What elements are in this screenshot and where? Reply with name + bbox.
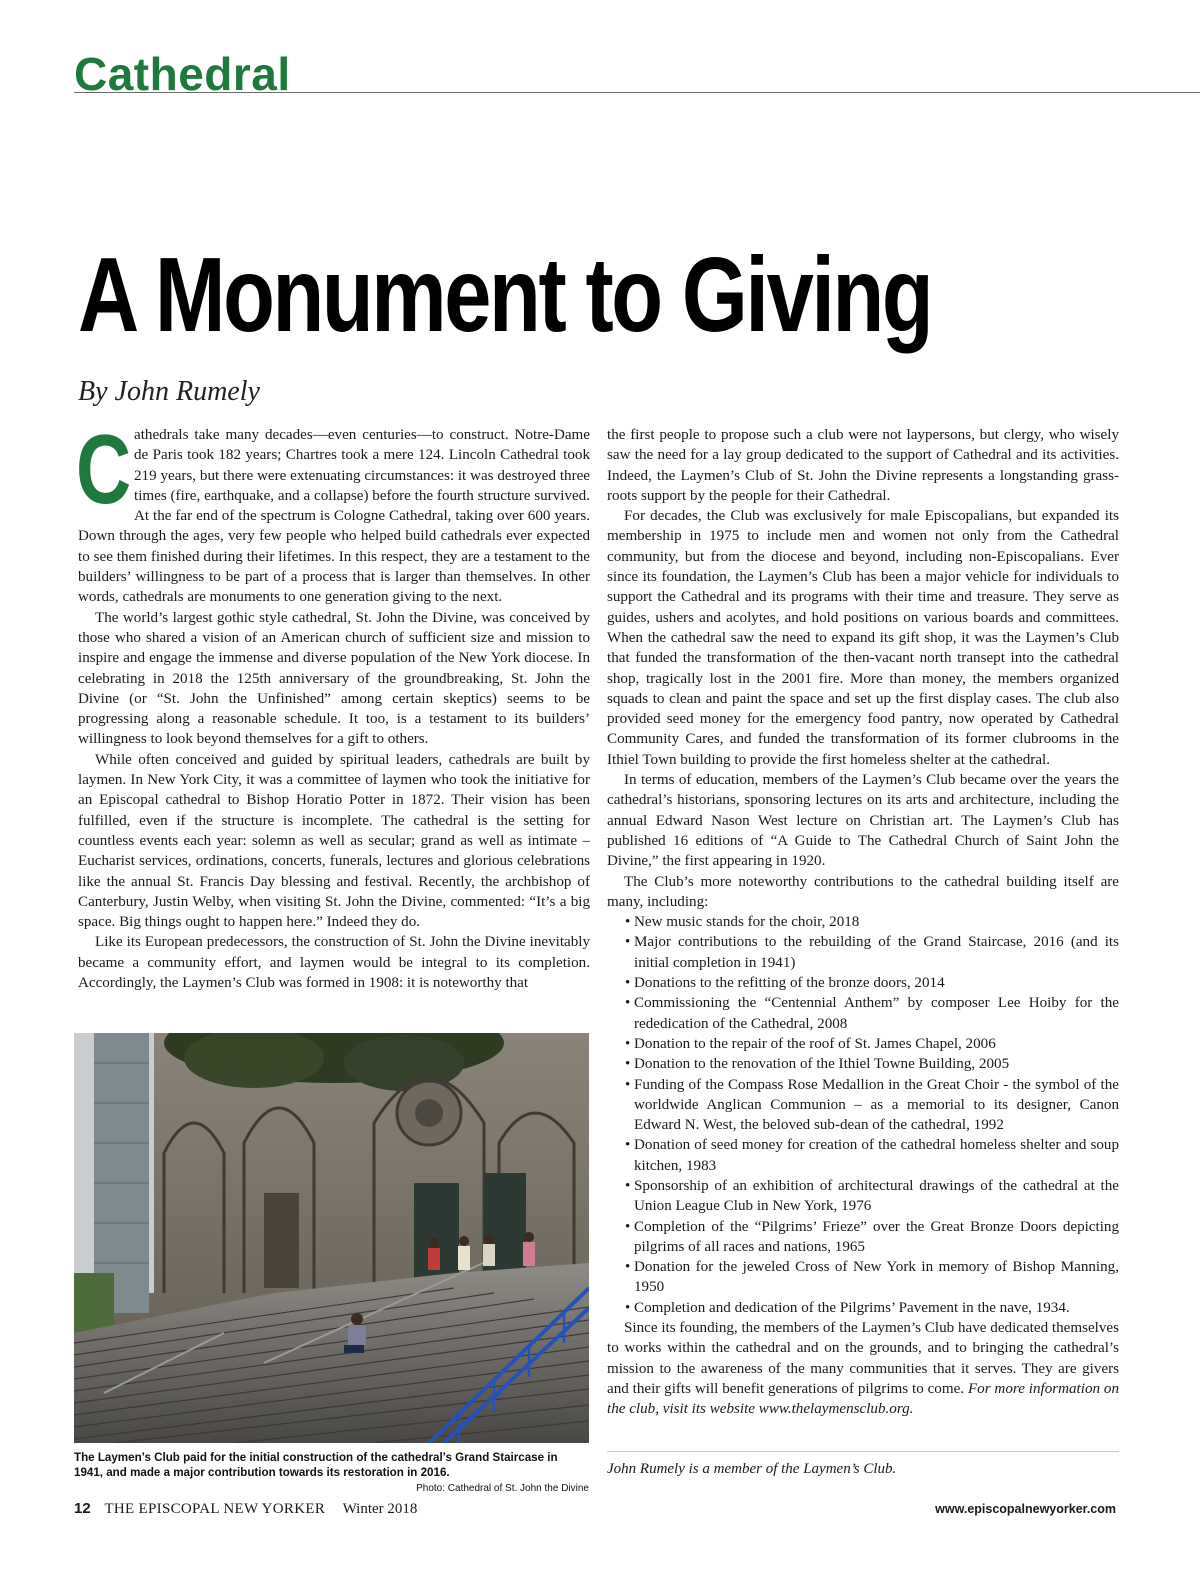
list-item: • Commissioning the “Centennial Anthem” by composer Lee Hoiby for the rededication of the Cathedral, 2008 bbox=[625, 993, 1119, 1034]
author-bio: John Rumely is a member of the Laymen’s Club. bbox=[607, 1461, 897, 1477]
article-column-right bbox=[607, 425, 1119, 1420]
club-website-note[interactable]: For more information on the club, visit its website www.thelaymensclub.org. bbox=[607, 1380, 1119, 1418]
contributions-list bbox=[625, 912, 1119, 1318]
drop-cap: C bbox=[76, 414, 132, 524]
issue-date: Winter 2018 bbox=[342, 1501, 418, 1517]
list-item: • New music stands for the choir, 2018 bbox=[625, 912, 1119, 932]
paragraph-text: athedrals take many decades—even centuries—to construct. Notre-Dame de Paris took 182 years; Chartres took a mere 124. Lincoln Cathedral took 219 years, but there were extenuating circumstances: it was destroyed three times (fire, earthquake, and a collapse) before the fourth structure survived. At the far end of the spectrum is Cologne Cathedral, taking over 600 years. Down through the ages, very few people who helped build cathedrals ever expected to see them finished during their lifetimes. In this respect, they are a testament to the builders’ willingness to be part of a process that is larger than themselves. In other words, cathedrals are monuments to one generation giving to the next. bbox=[78, 427, 590, 606]
paragraph: the first people to propose such a club were not laypersons, but clergy, who wisely saw the need for a lay group dedicated to the support of Cathedral and its activities. Indeed, the Laymen’s Club of St. John the Divine represents a longstanding grass-roots support by the people for their Cathedral. bbox=[607, 427, 1119, 504]
list-item: • Funding of the Compass Rose Medallion in the Great Choir - the symbol of the worldwide Anglican Communion – as a memorial to its designer, Canon Edward N. West, the beloved sub-dean of the cathedral, 1992 bbox=[625, 1075, 1119, 1136]
footer-website-link[interactable]: www.episcopalnewyorker.com bbox=[935, 1502, 1116, 1516]
paragraph: The world’s largest gothic style cathedral, St. John the Divine, was conceived by those who shared a vision of an American church of sufficient size and mission to inspire and engage the immense and diverse population of the New York diocese. In celebrating in 2018 the 125th anniversary of the groundbreaking, St. John the Divine (or “St. John the Unfinished” among certain skeptics) seems to be progressing along a reasonable schedule. It too, is a testament to its builders’ willingness to look beyond themselves for a gift to others. bbox=[78, 609, 590, 748]
paragraph: Like its European predecessors, the construction of St. John the Divine inevitably became a community effort, and laymen would be integral to its completion. Accordingly, the Laymen’s Club was formed in 1908: it is noteworthy that bbox=[78, 934, 590, 992]
list-item: • Completion of the “Pilgrims’ Frieze” over the Great Bronze Doors depicting pilgrims of all races and nations, 1965 bbox=[625, 1217, 1119, 1258]
list-item: • Donations to the refitting of the bronze doors, 2014 bbox=[625, 973, 1119, 993]
staircase-photo bbox=[74, 1033, 589, 1443]
list-item: • Major contributions to the rebuilding of the Grand Staircase, 2016 (and its initial completion in 1941) bbox=[625, 932, 1119, 973]
page-number: 12 bbox=[74, 1500, 91, 1517]
article-column-left bbox=[76, 414, 590, 993]
article-headline: A Monument to Giving bbox=[78, 236, 932, 354]
list-item: • Donation of seed money for creation of the cathedral homeless shelter and soup kitchen, 1983 bbox=[625, 1135, 1119, 1176]
paragraph bbox=[76, 414, 590, 608]
paragraph bbox=[607, 1318, 1119, 1419]
list-item: • Sponsorship of an exhibition of architectural drawings of the cathedral at the Union League Club in New York, 1976 bbox=[625, 1176, 1119, 1217]
section-divider bbox=[74, 92, 1200, 93]
list-item: • Donation for the jeweled Cross of New York in memory of Bishop Manning, 1950 bbox=[625, 1257, 1119, 1298]
caption-text: The Laymen’s Club paid for the initial construction of the cathedral’s Grand Staircase in 1941, and made a major contribution towards its restoration in 2016. bbox=[74, 1451, 558, 1479]
paragraph: For decades, the Club was exclusively for male Episcopalians, but expanded its membership in 1975 to include men and women not only from the Cathedral community, but from the diocese and beyond, including non-Episcopalians. Ever since its foundation, the Laymen’s Club has been a major vehicle for individuals to support the Cathedral and its programs with their time and treasure. They serve as guides, ushers and acolytes, and hold positions on various boards and committees. When the cathedral saw the need to expand its gift shop, it was the Laymen’s Club that funded the transformation of the then-vacant north transept into the cathedral shop, tragically lost in the 2001 fire. More than money, the members organized squads to clean and paint the space and set up the first display cases. The club also provided seed money for the emergency food pantry, now operated by Cathedral Community Cares, and funded the transformation of its former clubrooms in the Ithiel Town building to provide the first homeless shelter at the cathedral. bbox=[607, 508, 1119, 768]
list-item: • Donation to the renovation of the Ithiel Towne Building, 2005 bbox=[625, 1054, 1119, 1074]
bio-divider bbox=[607, 1451, 1119, 1452]
list-item: • Donation to the repair of the roof of St. James Chapel, 2006 bbox=[625, 1034, 1119, 1054]
paragraph: While often conceived and guided by spiritual leaders, cathedrals are built by laymen. In New York City, it was a committee of laymen who took the initiative for an Episcopal cathedral to Bishop Horatio Potter in 1872. Their vision has been fulfilled, even if the structure is incomplete. The cathedral is the setting for countless events each year: solemn as well as secular; grand as well as intimate – Eucharist services, ordinations, concerts, funerals, lectures and glorious celebrations like the annual St. Francis Day blessing and festival. Recently, the archbishop of Canterbury, Justin Welby, when visiting St. John the Divine, commented: “It’s a big space. Big things ought to happen here.” Indeed they do. bbox=[78, 751, 590, 931]
page-footer bbox=[74, 1500, 417, 1518]
section-title: Cathedral bbox=[74, 48, 291, 100]
cathedral-staircase-image bbox=[74, 1033, 589, 1443]
paragraph-text: Since its founding, the members of the Laymen’s Club have dedicated themselves to works within the cathedral and on the grounds, and to bringing the cathedral’s mission to the awareness of the many communities that it serves. They are givers and their gifts will benefit generations of pilgrims to come. bbox=[607, 1320, 1119, 1397]
paragraph: The Club’s more noteworthy contributions to the cathedral building itself are many, including: bbox=[607, 873, 1119, 910]
photo-credit: Photo: Cathedral of St. John the Divine bbox=[416, 1483, 589, 1494]
photo-caption bbox=[74, 1450, 589, 1496]
list-item: • Completion and dedication of the Pilgrims’ Pavement in the nave, 1934. bbox=[625, 1298, 1119, 1318]
publication-name: THE EPISCOPAL NEW YORKER bbox=[104, 1501, 326, 1517]
byline: By John Rumely bbox=[78, 376, 260, 407]
paragraph: In terms of education, members of the Laymen’s Club became over the years the cathedral’s historians, sponsoring lectures on its arts and architecture, including the annual Edward Nason West lecture on Christian art. The Laymen’s Club has published 16 editions of “A Guide to The Cathedral Church of Saint John the Divine,” the first appearing in 1920. bbox=[607, 772, 1119, 870]
